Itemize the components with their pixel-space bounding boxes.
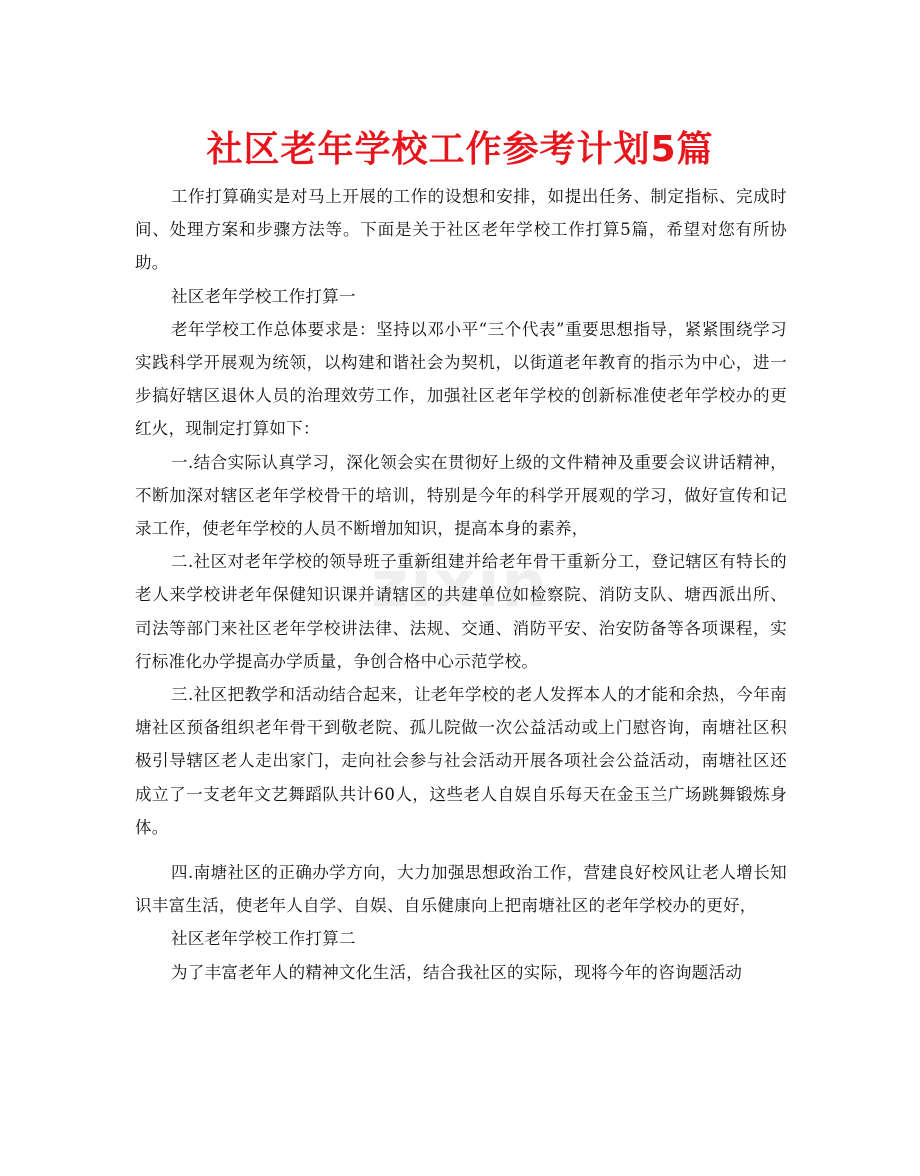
section-1-paragraph: 老年学校工作总体要求是：坚持以邓小平“三个代表”重要思想指导，紧紧围绕学习实践科学开展观为统领，以构建和谐社会为契机，以街道老年教育的指示为中心，进一步搞好辖区退休人员的治理效劳工作，加强社区老年学校的创新标准使老年学校办的更红火，现制定打算如下： bbox=[135, 319, 787, 439]
document-body bbox=[135, 180, 787, 989]
section-2-paragraph: 为了丰富老年人的精神文化生活，结合我社区的实际，现将今年的咨询题活动 bbox=[171, 962, 743, 982]
section-1-item-1: 一.结合实际认真学习，深化领会实在贯彻好上级的文件精神及重要会议讲话精神，不断加深对辖区老年学校骨干的培训，特别是今年的科学开展观的学习，做好宣传和记录工作，使老年学校的人员不断增加知识，提高本身的素养， bbox=[135, 452, 787, 539]
section-1-item-2: 二.社区对老年学校的领导班子重新组建并给老年骨干重新分工，登记辖区有特长的老人来学校讲老年保健知识课并请辖区的共建单位如检察院、消防支队、塘西派出所、司法等部门来社区老年学校讲法律、法规、交通、消防平安、治安防备等各项课程，实行标准化办学提高办学质量，争创合格中心示范学校。 bbox=[135, 552, 787, 671]
section-1-heading: 社区老年学校工作打算一 bbox=[171, 286, 356, 306]
section-1-item-3: 三.社区把教学和活动结合起来，让老年学校的老人发挥本人的才能和余热，今年南塘社区预备组织老年骨干到敬老院、孤儿院做一次公益活动或上门慰咨询，南塘社区积极引导辖区老人走出家门，走向社会参与社会活动开展各项社会公益活动，南塘社区还成立了一支老年文艺舞蹈队共计60人，这些老人自娱自乐每天在金玉兰广场跳舞锻炼身体。 bbox=[135, 685, 787, 837]
document-title: 社区老年学校工作参考计划5篇 bbox=[206, 129, 714, 170]
intro-paragraph: 工作打算确实是对马上开展的工作的设想和安排，如提出任务、制定指标、完成时间、处理方案和步骤方法等。下面是关于社区老年学校工作打算5篇，希望对您有所协助。 bbox=[135, 187, 787, 273]
watermark-text: zixin bbox=[371, 548, 549, 622]
section-2-heading: 社区老年学校工作打算二 bbox=[171, 929, 356, 949]
section-1-item-4: 四.南塘社区的正确办学方向，大力加强思想政治工作，营建良好校风让老人增长知识丰富生活，使老年人自学、自娱、自乐健康向上把南塘社区的老年学校办的更好， bbox=[135, 863, 787, 916]
